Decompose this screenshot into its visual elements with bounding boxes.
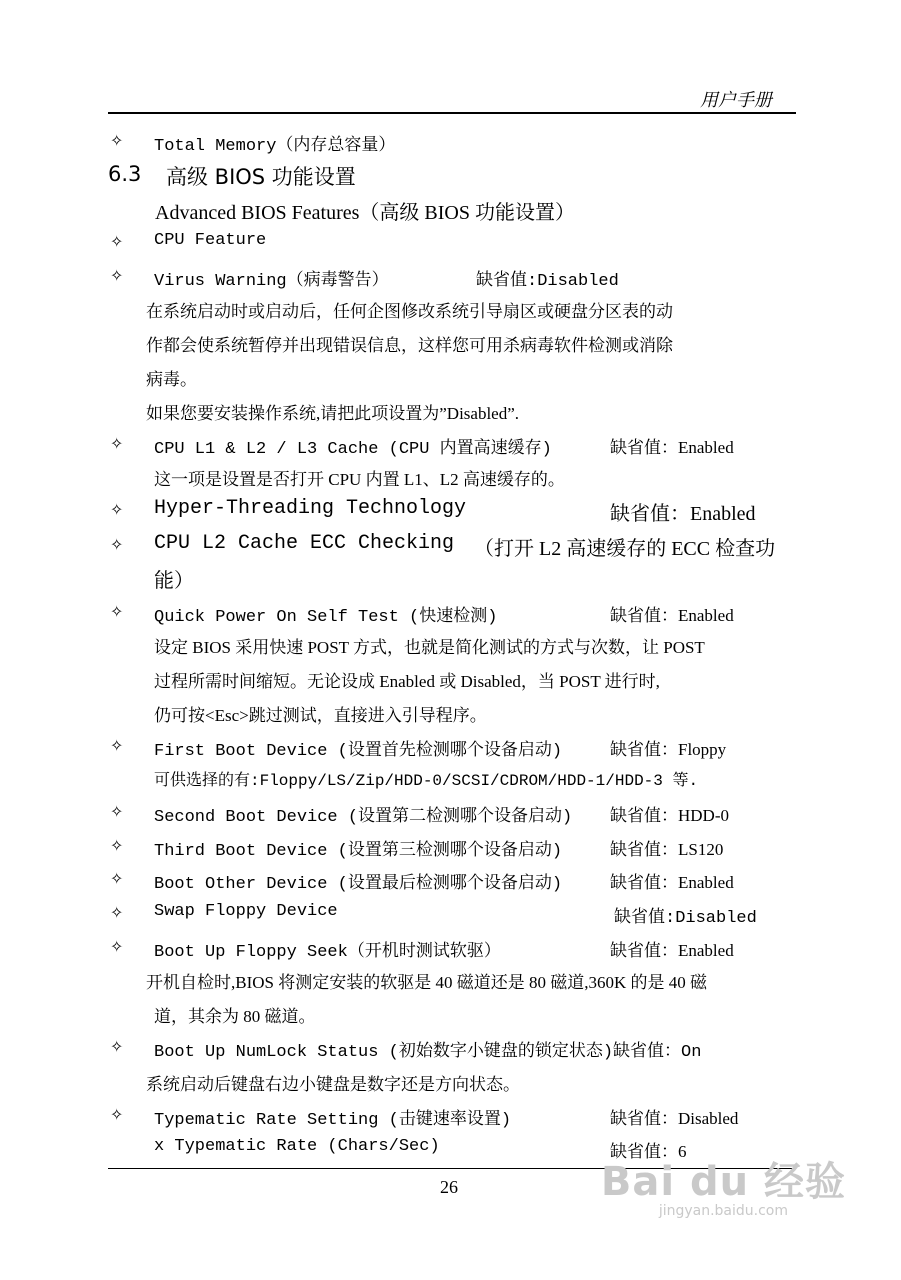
- item-desc-line: 设定 BIOS 采用快速 POST 方式，也就是简化测试的方式与次数，让 POST: [154, 638, 705, 657]
- item-desc-line: 开机自检时,BIOS 将测定安装的软驱是 40 磁道还是 80 磁道,360K 的是 40 磁: [146, 973, 708, 992]
- page-number: 26: [440, 1177, 458, 1197]
- section-number: 6.3: [108, 162, 142, 186]
- item-desc-line: 病毒。: [146, 370, 197, 389]
- bullet-icon: ✧: [110, 434, 124, 453]
- item-label-third-boot: Third Boot Device (设置第三检测哪个设备启动): [154, 842, 563, 861]
- item-label-cpu-feature: CPU Feature: [154, 231, 267, 250]
- bullet-icon: ✧: [110, 903, 124, 922]
- item-default-boot-floppy-seek: 缺省值：Enabled: [610, 941, 734, 960]
- item-desc-line: 过程所需时间缩短。无论设成 Enabled 或 Disabled，当 POST 进行时,: [154, 672, 660, 691]
- bullet-icon: ✧: [110, 1105, 124, 1124]
- item-label-virus-warning: Virus Warning（病毒警告）: [154, 272, 389, 291]
- bullet-icon: ✧: [110, 937, 124, 956]
- item-desc-line: 仍可按<Esc>跳过测试，直接进入引导程序。: [154, 706, 487, 725]
- item-desc-line: 如果您要安装操作系统,请把此项设置为”Disabled”.: [146, 404, 520, 423]
- bullet-icon: ✧: [110, 131, 124, 150]
- item-default-first-boot: 缺省值：Floppy: [610, 740, 727, 759]
- bullet-icon: ✧: [110, 836, 124, 855]
- item-default-quick-power: 缺省值：Enabled: [610, 606, 734, 625]
- item-default-typematic-rate: 缺省值：6: [610, 1142, 687, 1161]
- item-desc-line: 在系统启动时或启动后，任何企图修改系统引导扇区或硬盘分区表的动: [146, 302, 673, 321]
- item-label-boot-other: Boot Other Device (设置最后检测哪个设备启动): [154, 875, 563, 894]
- item-default-cpu-cache: 缺省值：Enabled: [610, 438, 734, 457]
- bullet-icon: ✧: [110, 535, 124, 554]
- item-desc-line: 可供选择的有:Floppy/LS/Zip/HDD-0/SCSI/CDROM/HDD-1/HDD-3 等.: [154, 772, 699, 790]
- watermark-url: jingyan.baidu.com: [658, 1203, 789, 1219]
- bullet-icon: ✧: [110, 266, 124, 285]
- bullet-icon: ✧: [110, 736, 124, 755]
- item-label-second-boot: Second Boot Device (设置第二检测哪个设备启动): [154, 808, 573, 827]
- item-default-swap-floppy: 缺省值:Disabled: [614, 909, 757, 928]
- item-label-cpu-cache: CPU L1 & L2 / L3 Cache (CPU 内置高速缓存): [154, 440, 552, 459]
- page-header-title: 用户手册: [700, 90, 772, 111]
- item-label-boot-floppy-seek: Boot Up Floppy Seek（开机时测试软驱）: [154, 943, 501, 962]
- item-default-hyper-threading: 缺省值：Enabled: [610, 503, 756, 525]
- baidu-watermark: [601, 1150, 846, 1219]
- item-label-cpu-l2-ecc: CPU L2 Cache ECC Checking: [154, 532, 455, 555]
- item-label-typematic: Typematic Rate Setting (击键速率设置): [154, 1111, 512, 1130]
- item-default-virus-warning: 缺省值:Disabled: [476, 272, 619, 291]
- item-label-typematic-rate: x Typematic Rate (Chars/Sec): [154, 1137, 440, 1156]
- section-title: 高级 BIOS 功能设置: [166, 165, 356, 189]
- item-default-third-boot: 缺省值：LS120: [610, 840, 724, 859]
- header-rule: [108, 112, 796, 114]
- item-desc-line: 系统启动后键盘右边小键盘是数字还是方向状态。: [146, 1075, 520, 1094]
- item-desc-line: 道，其余为 80 磁道。: [154, 1007, 316, 1026]
- item-default-cpu-l2-ecc: （打开 L2 高速缓存的 ECC 检查功: [474, 538, 776, 560]
- item-label-first-boot: First Boot Device (设置首先检测哪个设备启动): [154, 742, 563, 761]
- bullet-icon: ✧: [110, 602, 124, 621]
- bullet-icon: ✧: [110, 500, 124, 519]
- item-default-typematic: 缺省值：Disabled: [610, 1109, 739, 1128]
- item-desc-line: 这一项是设置是否打开 CPU 内置 L1、L2 高速缓存的。: [154, 470, 565, 489]
- item-desc-line: 作都会使系统暂停并出现错误信息，这样您可用杀病毒软件检测或消除: [146, 336, 673, 355]
- item-label-total-memory: Total Memory（内存总容量）: [154, 137, 396, 156]
- item-label-swap-floppy: Swap Floppy Device: [154, 902, 338, 921]
- subsection-title: Advanced BIOS Features（高级 BIOS 功能设置）: [155, 202, 575, 224]
- item-default-second-boot: 缺省值：HDD-0: [610, 806, 729, 825]
- item-default-boot-other: 缺省值：Enabled: [610, 873, 734, 892]
- item-label-hyper-threading: Hyper-Threading Technology: [154, 497, 467, 520]
- bullet-icon: ✧: [110, 1037, 124, 1056]
- watermark-logo: Bai du 经验: [600, 1159, 846, 1205]
- item-desc-line: 能）: [154, 570, 194, 592]
- item-label-quick-power: Quick Power On Self Test (快速检测): [154, 608, 498, 627]
- bullet-icon: ✧: [110, 869, 124, 888]
- item-label-numlock: Boot Up NumLock Status (初始数字小键盘的锁定状态)缺省值：On: [154, 1043, 702, 1062]
- bullet-icon: ✧: [110, 232, 124, 251]
- bullet-icon: ✧: [110, 802, 124, 821]
